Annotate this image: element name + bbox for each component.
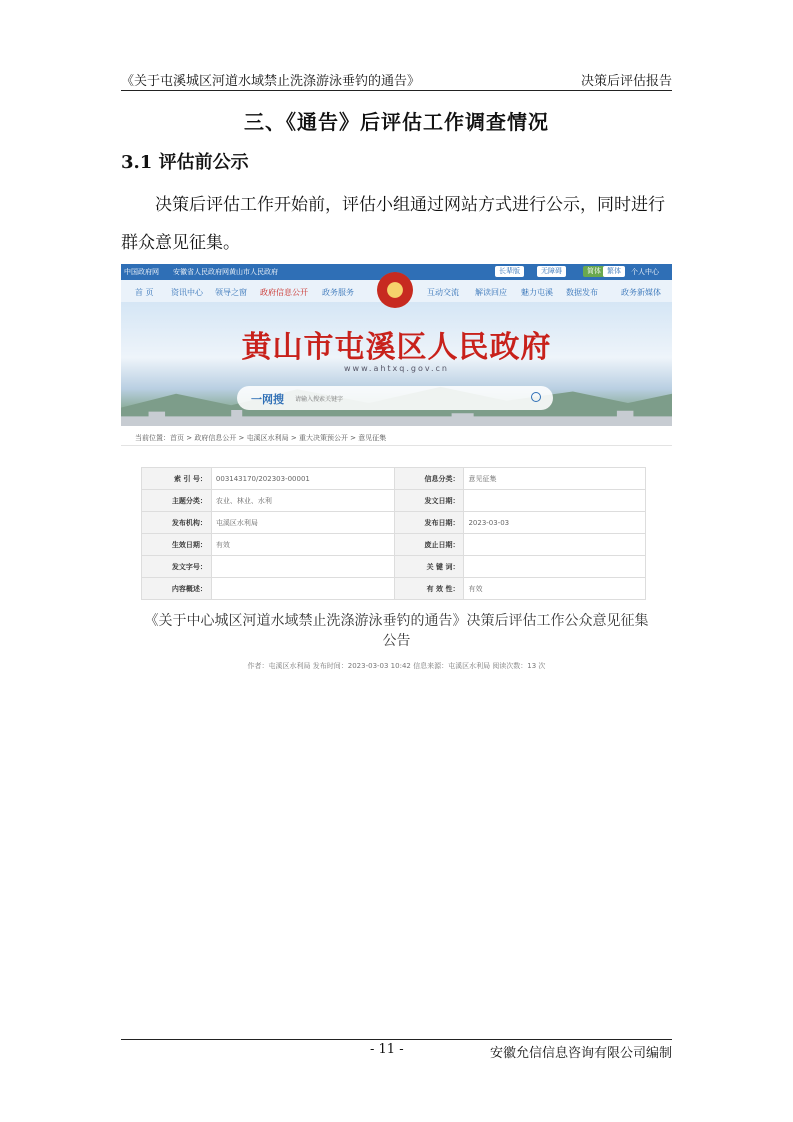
meta-value bbox=[211, 578, 394, 600]
nav-item-news[interactable]: 资讯中心 bbox=[171, 288, 203, 297]
table-row bbox=[142, 556, 646, 578]
meta-value: 农业、林业、水利 bbox=[211, 490, 394, 512]
banner-title: 黄山市屯溪区人民政府 bbox=[241, 330, 552, 365]
table-row bbox=[142, 468, 646, 490]
footer-company: 安徽允信信息咨询有限公司编制 bbox=[489, 1046, 672, 1061]
meta-key: 发布日期： bbox=[394, 512, 464, 534]
national-emblem-icon bbox=[377, 272, 413, 308]
nav-item-data[interactable]: 数据发布 bbox=[566, 288, 598, 297]
meta-value bbox=[464, 556, 646, 578]
search-icon[interactable] bbox=[531, 392, 541, 402]
meta-value: 意见征集 bbox=[464, 468, 646, 490]
meta-key: 索 引 号： bbox=[142, 468, 212, 490]
body-paragraph: 决策后评估工作开始前，评估小组通过网站方式进行公示，同时进行群众意见征集。 bbox=[121, 195, 665, 253]
simplified-button[interactable]: 简体 bbox=[583, 266, 605, 277]
search-bar[interactable] bbox=[237, 386, 553, 410]
topbar-link-province[interactable]: 安徽省人民政府网 bbox=[173, 268, 229, 276]
traditional-button[interactable]: 繁体 bbox=[603, 266, 625, 277]
site-banner bbox=[121, 302, 672, 426]
table-row bbox=[142, 578, 646, 600]
page-header bbox=[121, 70, 672, 91]
banner-url: www.ahtxq.gov.cn bbox=[344, 364, 449, 373]
nav-item-home[interactable]: 首 页 bbox=[135, 288, 154, 297]
meta-value bbox=[464, 490, 646, 512]
notice-byline: 作者：屯溪区水利局 发布时间：2023-03-03 10:42 信息来源：屯溪区水利局 阅读次数：13 次 bbox=[247, 662, 546, 670]
footer-divider bbox=[121, 1039, 672, 1040]
topbar-link-city[interactable]: 黄山市人民政府 bbox=[229, 268, 278, 276]
meta-key: 发文日期： bbox=[394, 490, 464, 512]
meta-value bbox=[211, 556, 394, 578]
header-left-title: 《关于屯溪城区河道水域禁止洗涤游泳垂钓的通告》 bbox=[121, 74, 421, 89]
meta-value: 有效 bbox=[211, 534, 394, 556]
table-row bbox=[142, 512, 646, 534]
nav-item-new-media[interactable]: 政务新媒体 bbox=[621, 288, 661, 297]
meta-key: 关 键 词： bbox=[394, 556, 464, 578]
meta-key: 主题分类： bbox=[142, 490, 212, 512]
meta-key: 发布机构： bbox=[142, 512, 212, 534]
breadcrumb bbox=[121, 430, 672, 446]
table-row bbox=[142, 490, 646, 512]
header-right-title: 决策后评估报告 bbox=[580, 74, 672, 89]
accessibility-button[interactable]: 无障碍 bbox=[537, 266, 566, 277]
topbar-link-gov[interactable]: 中国政府网 bbox=[124, 268, 159, 276]
meta-value: 屯溪区水利局 bbox=[211, 512, 394, 534]
meta-key: 信息分类： bbox=[394, 468, 464, 490]
subsection-title: 3.1 评估前公示 bbox=[121, 152, 249, 173]
nav-item-info-disclosure[interactable]: 政府信息公开 bbox=[260, 288, 308, 297]
notice-title: 《关于中心城区河道水域禁止洗涤游泳垂钓的通告》决策后评估工作公众意见征集公告 bbox=[144, 613, 649, 649]
section-title: 三、《通告》后评估工作调查情况 bbox=[244, 110, 549, 134]
nav-item-charm[interactable]: 魅力屯溪 bbox=[521, 288, 553, 297]
search-input[interactable]: 请输入搜索关键字 bbox=[295, 396, 344, 403]
meta-key: 有 效 性： bbox=[394, 578, 464, 600]
breadcrumb-text[interactable]: 当前位置：首页 > 政府信息公开 > 屯溪区水利局 > 重大决策预公开 > 意见征集 bbox=[135, 434, 387, 442]
info-meta-table bbox=[141, 467, 646, 600]
meta-key: 发文字号： bbox=[142, 556, 212, 578]
meta-value: 003143170/202303-00001 bbox=[211, 468, 394, 490]
website-screenshot bbox=[121, 264, 672, 678]
nav-item-services[interactable]: 政务服务 bbox=[322, 288, 354, 297]
meta-value: 有效 bbox=[464, 578, 646, 600]
nav-item-leaders[interactable]: 领导之窗 bbox=[215, 288, 247, 297]
nav-item-interaction[interactable]: 互动交流 bbox=[427, 288, 459, 297]
meta-key: 废止日期： bbox=[394, 534, 464, 556]
meta-key: 生效日期： bbox=[142, 534, 212, 556]
page-number: - 11 - bbox=[370, 1042, 404, 1057]
elder-mode-button[interactable]: 长辈版 bbox=[495, 266, 524, 277]
meta-key: 内容概述： bbox=[142, 578, 212, 600]
search-logo: 一网搜 bbox=[251, 393, 284, 406]
nav-item-interpretation[interactable]: 解读回应 bbox=[475, 288, 507, 297]
table-row bbox=[142, 534, 646, 556]
meta-value bbox=[464, 534, 646, 556]
meta-value: 2023-03-03 bbox=[464, 512, 646, 534]
user-center-link[interactable]: 个人中心 bbox=[631, 268, 659, 276]
